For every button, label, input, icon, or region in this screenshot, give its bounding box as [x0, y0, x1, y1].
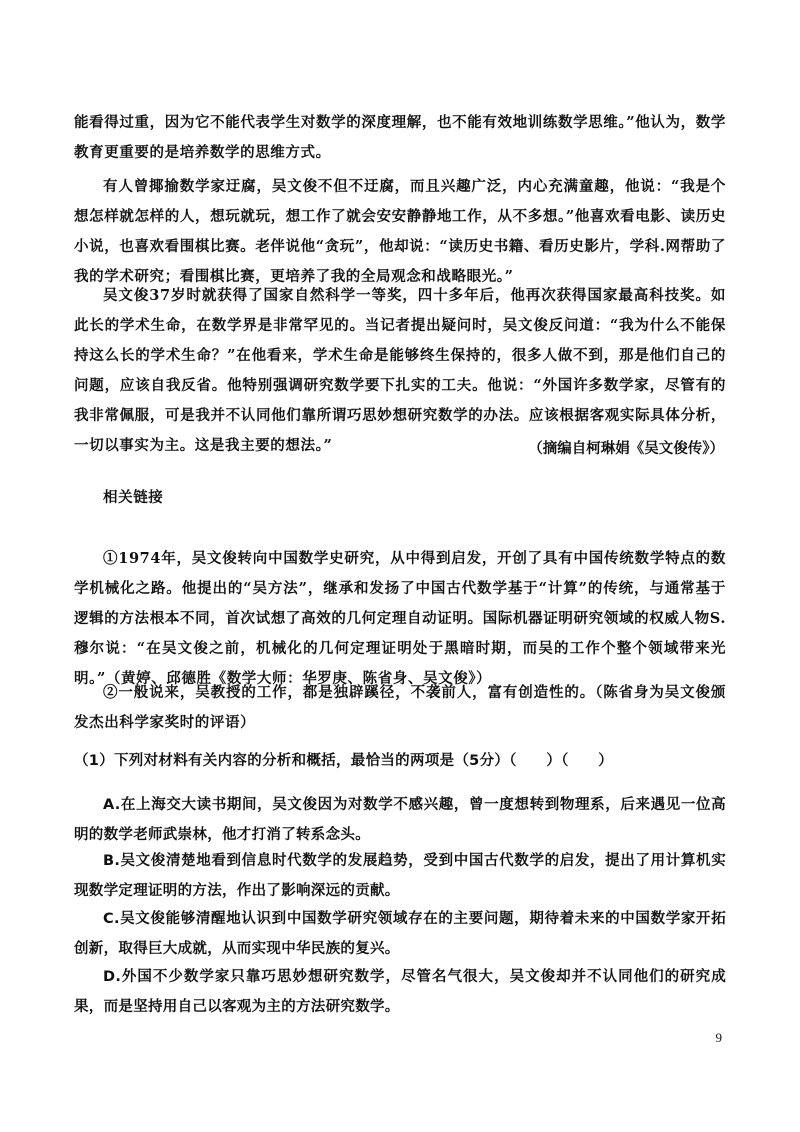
option-a: A.在上海交大读书期间，吴文俊因为对数学不感兴趣，曾一度想转到物理系，后来遇见一位高明的数学老师武崇林，他才打消了转系念头。	[74, 797, 726, 843]
page-number: 9	[715, 1030, 722, 1045]
option-d: D.外国不少数学家只靠巧思妙想研究数学，尽管名气很大，吴文俊却并不认同他们的研究成果，而是坚持用自己以客观为主的方法研究数学。	[74, 969, 726, 1015]
paragraph-2: 有人曾揶揄数学家迂腐，吴文俊不但不迂腐，而且兴趣广泛，内心充满童趣，他说：“我是个想怎样就怎样的人，想玩就玩，想工作了就会安安静静地工作，从不多想。”他喜欢看电影、读历史小说，也喜欢看围棋比赛。老伴说他“贪玩”，他却说：“读历史书籍、看历史影片，学科.网帮助了我的学术研究；看围棋比赛，更培养了我的全局观念和战略眼光。”	[74, 178, 726, 285]
related-links-heading: 相关链接	[103, 489, 164, 506]
option-c: C.吴文俊能够清醒地认识到中国数学研究领域存在的主要问题，期待着未来的中国数学家开拓创新，取得巨大成就，从而实现中华民族的复兴。	[74, 911, 726, 957]
related-link-2: ②一般说来，吴教授的工作，都是独辟蹊径，不袭前人，富有创造性的。（陈省身为吴文俊颁发杰出科学家奖时的评语）	[74, 684, 726, 731]
option-b: B.吴文俊清楚地看到信息时代数学的发展趋势，受到中国古代数学的启发，提出了用计算机实现数学定理证明的方法，作出了影响深远的贡献。	[74, 853, 726, 899]
question-1: （1）下列对材料有关内容的分析和概括，最恰当的两项是（5分）（ ）（ ）	[74, 753, 614, 769]
paragraph-1: 能看得过重，因为它不能代表学生对数学的深度理解，也不能有效地训练数学思维。”他认为，数学教育更重要的是培养数学的思维方式。	[74, 114, 726, 161]
source-citation: （摘编自柯琳娟《吴文俊传》）	[528, 440, 724, 457]
paragraph-3: 吴文俊37岁时就获得了国家自然科学一等奖，四十多年后，他再次获得国家最高科技奖。如此长的学术生命，在数学界是非常罕见的。当记者提出疑问时，吴文俊反问道：“我为什么不能保持这么长的学术生命？”在他看来，学术生命是能够终生保持的，很多人做不到，那是他们自己的问题，应该自我反省。他特别强调研究数学要下扎实的工夫。他说：“外国许多数学家，尽管有的我非常佩服，可是我并不认同他们靠所谓巧思妙想研究数学的办法。应该根据客观实际具体分析，一切以事实为主。这是我主要的想法。”	[74, 287, 726, 454]
related-link-1: ①1974年，吴文俊转向中国数学史研究，从中得到启发，开创了具有中国传统数学特点的数学机械化之路。他提出的“吴方法”，继承和发扬了中国古代数学基于“计算”的传统，与通常基于逻辑的方法根本不同，首次试想了高效的几何定理自动证明。国际机器证明研究领域的权威人物S.穆尔说：“在吴文俊之前，机械化的几何定理证明处于黑暗时期，而吴的工作个整个领域带来光明。”（黄婷、邱德胜《数学大师：华罗庚、陈省身、吴文俊》）	[74, 550, 726, 687]
